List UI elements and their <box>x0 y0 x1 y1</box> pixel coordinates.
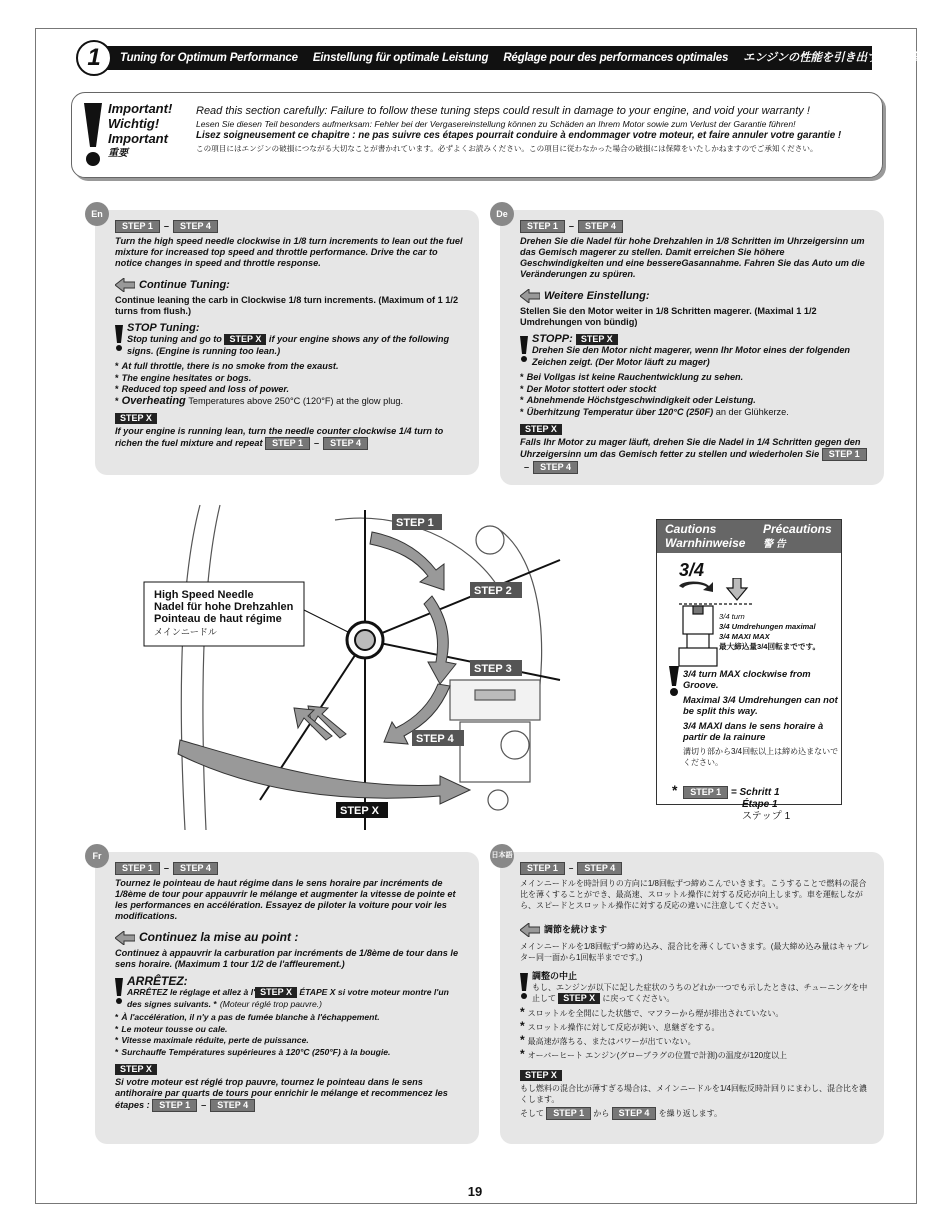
exclamation-icon <box>669 666 679 696</box>
legend-line: = Schritt 1 <box>730 787 780 798</box>
cautions-title-de: Warnhinweise <box>665 536 746 550</box>
turn-line: 3/4 turn <box>719 612 745 621</box>
stepx-badge: STEP X <box>224 334 266 345</box>
cautions-header <box>657 520 841 553</box>
turn-lines <box>719 612 820 652</box>
engine-outline-line <box>203 505 220 830</box>
arrow-left-icon <box>520 289 540 303</box>
diagram-step4-label: STEP 4 <box>416 733 454 745</box>
stepx-badge: STEP X <box>576 334 618 345</box>
sign-text: Reduced top speed and loss of power. <box>121 384 290 394</box>
cautions-box <box>656 519 842 805</box>
continue-title: Continue Tuning: <box>139 278 230 291</box>
title-en: Tuning for Optimum Performance <box>120 52 298 64</box>
fraction-label: 3/4 <box>679 560 705 580</box>
exclamation-icon <box>520 336 528 362</box>
label-jp: 重要 <box>108 148 128 159</box>
legend-line: ステップ 1 <box>742 811 791 822</box>
stop-text-b: に戻ってください。 <box>602 994 675 1003</box>
rotate-arrow-icon <box>679 582 713 593</box>
continue-title: Continuez la mise au point : <box>139 930 299 945</box>
sign-item: * À l'accélération, il n'y a pas de fumée blanche à l'échappement. <box>115 1012 380 1022</box>
arrow-left-icon <box>520 923 540 937</box>
overheat-text: Temperatures above 250°C (120°F) at the glow plug. <box>188 395 404 406</box>
stop-title: STOP Tuning: <box>127 322 200 334</box>
step1-badge: STEP 1 <box>683 786 728 799</box>
down-arrow-icon <box>727 578 747 600</box>
sign-text: スロットル操作に対して反応が鈍い、息継ぎをする。 <box>527 1023 720 1032</box>
continue-heading <box>520 289 870 303</box>
warn-line: 3/4 MAXI dans le sens horaire à partir de la rainure <box>683 720 824 742</box>
step1-badge: STEP 1 <box>520 220 565 233</box>
sign-item: * オーバーヒート エンジン(グロープラグの位置で計測)の温度が120度以上 <box>520 1047 788 1061</box>
exclamation-icon <box>115 325 123 351</box>
section-header <box>76 40 924 76</box>
arrow-left-icon <box>115 278 135 292</box>
diagram-stepx-label: STEP X <box>340 805 379 817</box>
engine-outline-line <box>181 505 200 830</box>
sign-item: * Überhitzung Temperatur über 120°C (250F) an der Glühkerze. <box>520 406 789 417</box>
sign-item: * スロットル操作に対して反応が鈍い、息継ぎをする。 <box>520 1019 720 1033</box>
reference-line <box>365 560 560 640</box>
sign-text: 最高速が落ちる、またはパワーが出ていない。 <box>527 1037 696 1046</box>
sign-item: * Der Motor stottert oder stockt <box>520 383 657 394</box>
diagram-step3-label: STEP 3 <box>474 663 512 675</box>
intro-text: メインニードルを時計回りの方向に1/8回転ずつ締めこんでいきます。こうすることで燃料の混合比を薄くすることができ、最高速、スロットル操作に対する反応が向上します。車を運転しながら、スピードとスロットル操作に対する反応の違いに注意してください。 <box>520 879 867 910</box>
diagram-step1-label: STEP 1 <box>396 517 434 529</box>
continue-heading <box>115 278 465 292</box>
step1-badge: STEP 1 <box>265 437 310 450</box>
overheat-text-c: an der Glühkerze. <box>715 406 789 417</box>
diagram-step2-label: STEP 2 <box>474 585 512 597</box>
stepx-text: もし燃料の混合比が薄すぎる場合は、メインニードルを1/4回転反時計回りにまわし、混合比を濃くします。 <box>520 1084 867 1104</box>
step1-badge: STEP 1 <box>115 862 160 875</box>
overheat-text: Temperatur über 120°C (250F) <box>582 406 714 417</box>
reference-line <box>365 640 560 680</box>
step4-badge: STEP 4 <box>173 862 218 875</box>
section-title-bar <box>98 46 924 70</box>
stepx-badge: STEP X <box>520 424 562 435</box>
step1-badge: STEP 1 <box>546 1107 591 1120</box>
sign-text: À l'accélération, il n'y a pas de fumée blanche à l'échappement. <box>121 1012 380 1022</box>
step1-badge: STEP 1 <box>520 862 565 875</box>
panel-japanese: 日本語 STEP 1 – STEP 4 メインニードルを時計回りの方向に1/8回転ずつ締めこんでいきます。こうすることで燃料の混合比を薄くすることができ、最高速、スロットル操作に対する反応が向上します。車を運転しながら、スピードとスロットル操作に対する反応の違いに注意してください。 調節を続けます メインニードルを1/8回転ずつ締め込み、混合比を薄くしていきます。(最大締め込み量はキャブレター同一面から1回転半までです。) 調整の中止 もし、エンジンが以下に記した症状のうちのどれか一つでも示したときは、チューニングを中止して STEP X に戻ってください。 * スロットルを全開にした状態で、マフラーから煙が排出されていない。 * スロットル操作に対して反応が鈍い、息継ぎをする。 * 最高速が落ちる、またはパワーが出ていない。 * オーバーヒート エンジン(グロープラグの位置で計測)の温度が120度以上 STEP X もし燃料の混合比が薄すぎる場合は、メインニードルを1/4回転反時計回りにまわし、混合比を濃くします。 そして STEP 1 から STEP 4 を繰り返します。 <box>500 852 884 1144</box>
sign-item: * Overheating Temperatures above 250°C (120°F) at the glow plug. <box>115 394 404 407</box>
stepx-badge: STEP X <box>115 413 157 424</box>
turn-line: 3/4 Umdrehungen maximal <box>719 622 816 631</box>
stepx-badge: STEP X <box>520 1070 562 1081</box>
exclamation-icon <box>520 973 528 999</box>
important-line-en: Read this section carefully: Failure to follow these tuning steps could result in damage to your engine, and void your warranty ! <box>196 105 810 117</box>
stepx-text-c: から <box>593 1109 610 1118</box>
step4-badge: STEP 4 <box>578 220 623 233</box>
step-legend: * STEP 1 = Schritt 1 Étape 1 ステップ 1 <box>672 782 791 822</box>
sign-text: スロットルを全開にした状態で、マフラーから煙が排出されていない。 <box>527 1009 784 1018</box>
stop-title: ARRÊTEZ: <box>127 974 188 988</box>
overheat-label: Überhitzung <box>526 406 581 417</box>
important-line-jp: この項目にはエンジンの破損につながる大切なことが書かれています。必ずよくお読みください。この項目に従わなかった場合の破損には保障をいたしかねますのでご承知ください。 <box>196 143 818 153</box>
continue-text: Continuez à appauvrir la carburation par incréments de 1/8ème de tour dans le sens horaire. (Maximum 1 tour 1/2 de l'affleurement.) <box>115 948 459 969</box>
stop-text-c: (Moteur réglé trop pauvre.) <box>219 998 323 1009</box>
stop-text-b: ÉTAPE X si votre moteur montre l'un des signes suivants. <box>127 987 449 1009</box>
lang-badge-en: En <box>85 202 109 226</box>
turn-arrow-icon <box>178 740 470 804</box>
sign-item: * スロットルを全開にした状態で、マフラーから煙が排出されていない。 <box>520 1005 784 1019</box>
stepx-badge: STEP X <box>255 987 297 998</box>
legend-line: Étape 1 <box>742 799 778 810</box>
warn-line: Maximal 3/4 Umdrehungen can not be split this way. <box>683 694 838 716</box>
stepx-badge: STEP X <box>115 1064 157 1075</box>
stop-block: ARRÊTEZ: ARRÊTEZ le réglage et allez à l' STEP X ÉTAPE X si votre moteur montre l'un des signes suivants. * (Moteur réglé trop pauvre.) <box>115 976 465 1010</box>
cautions-title-en: Cautions <box>665 522 717 536</box>
sign-item: * At full throttle, there is no smoke from the exaust. <box>115 361 339 371</box>
needle-label-jp: メインニードル <box>154 627 217 637</box>
sign-text: Le moteur tousse ou cale. <box>121 1023 228 1034</box>
needle-label-en: High Speed Needle <box>154 589 254 601</box>
stop-title: STOPP: <box>532 333 573 345</box>
exclamation-icon <box>82 103 104 167</box>
continue-title: 調節を続けます <box>544 924 608 935</box>
needle-label-fr: Pointeau de haut régime <box>154 613 282 625</box>
sign-item: * Reduced top speed and loss of power. <box>115 384 290 394</box>
cautions-title-fr: Précautions <box>763 522 832 536</box>
cautions-title-jp: 警 告 <box>763 539 786 550</box>
sign-item: * Le moteur tousse ou cale. <box>115 1023 228 1034</box>
stepx-text-d: を繰り返します。 <box>658 1109 723 1118</box>
carburetor-diagram <box>140 500 570 840</box>
sign-item: * Abnehmende Höchstgeschwindigkeit oder Leistung. <box>520 395 756 405</box>
turn-line: 最大締込量3/4回転までです。 <box>719 642 821 651</box>
lang-badge-de: De <box>490 202 514 226</box>
important-labels <box>108 101 172 161</box>
sign-item: * The engine hesitates or bogs. <box>115 372 252 383</box>
sign-item: * Surchauffe Températures supérieures à 120°C (250°F) à la bougie. <box>115 1046 391 1057</box>
warn-line: 溝切り部から3/4回転以上は締め込まないでください。 <box>683 747 839 767</box>
step1-badge: STEP 1 <box>115 220 160 233</box>
page-number: 19 <box>467 1184 483 1199</box>
needle-label-de: Nadel für hohe Drehzahlen <box>154 601 294 613</box>
continue-title: Weitere Einstellung: <box>544 289 650 302</box>
turn-arrow-icon <box>370 532 444 590</box>
stop-text-a: ARRÊTEZ le réglage et allez à l' <box>127 987 256 997</box>
continue-heading <box>520 923 870 937</box>
title-fr: Réglage pour des performances optimales <box>503 52 729 64</box>
overheat-label: Overheating <box>121 394 186 407</box>
step4-badge: STEP 4 <box>210 1099 255 1112</box>
turn-line: 3/4 MAXI MAX <box>719 632 770 641</box>
sign-text: At full throttle, there is no smoke from the exaust. <box>121 361 339 371</box>
continue-text: Stellen Sie den Motor weiter in 1/8 Schritten magerer. (Maximal 1 1/2 Umdrehungen von bündig) <box>520 306 817 327</box>
stepx-text: Si votre moteur est réglé trop pauvre, tournez le pointeau dans le sens antihoraire par quarts de tours pour enrichir le mélange et recommencez les étapes : <box>115 1077 448 1110</box>
intro-text: Turn the high speed needle clockwise in 1/8 turn increments to lean out the fuel mixture for increased top speed and throttle performance. Drive the car to notice changes in speed and throttle response. <box>115 236 463 268</box>
panel-french: Fr STEP 1 – STEP 4 Tournez le pointeau de haut régime dans le sens horaire par incréments de 1/8ème de tour pour appauvrir le mélange et augmenter la vitesse de pointe et les performances en accélération. Essayez de piloter la voiture pour voir les modifications. Continuez la mise au point : Continuez à appauvrir la carburation par incréments de 1/8ème de tour dans le sens horaire. (Maximum 1 tour 1/2 de l'affleurement.) ARRÊTEZ: ARRÊTEZ le réglage et allez à l' STEP X ÉTAPE X si votre moteur montre l'un des signes suivants. * (Moteur réglé trop pauvre.) * À l'accélération, il n'y a pas de fumée blanche à l'échappement. * Le moteur tousse ou cale. * Vitesse maximale réduite, perte de puissance. * Surchauffe Températures supérieures à 120°C (250°F) à la bougie. STEP X Si votre moteur est réglé trop pauvre, tournez le pointeau dans le sens antihoraire par quarts de tours pour enrichir le mélange et recommencez les étapes : STEP 1 – STEP 4 <box>95 852 479 1144</box>
stop-text-b: if your engine shows any of the following signs. (Engine is running too lean.) <box>127 334 450 356</box>
sign-text: Abnehmende Höchstgeschwindigkeit oder Leistung. <box>526 395 756 405</box>
stepx-text: Falls Ihr Motor zu mager läuft, drehen Sie die Nadel in 1/4 Schritten gegen den Uhrzeigersinn um das Gemisch fetter zu stellen und wiederholen Sie <box>520 437 861 459</box>
step4-badge: STEP 4 <box>323 437 368 450</box>
stop-text: Drehen Sie den Motor nicht magerer, wenn Ihr Motor eines der folgenden Zeichen zeigt. (Der Motor läuft zu mager) <box>532 345 851 367</box>
turn-arrow-icon <box>424 596 456 684</box>
important-line-de: Lesen Sie diesen Teil besonders aufmerksam: Fehler bei der Vergasereinstellung können zu Schäden an Ihrem Motor sowie zum Verlust der Garantie führen! <box>196 118 796 129</box>
exclamation-icon <box>115 978 123 1004</box>
important-box <box>71 92 883 178</box>
continue-text: メインニードルを1/8回転ずつ締め込み、混合比を薄くしていきます。(最大締め込み量はキャブレター同一面から1回転半までです。) <box>520 942 870 962</box>
intro-text: Drehen Sie die Nadel für hohe Drehzahlen in 1/8 Schritten im Uhrzeigersinn um das Gemisch magerer zu stellen. Damit erreichen Sie höhere Geschwindigkeiten und eine bessereGasannahme. Fahren Sie das Auto um die Veränderungen zu spüren. <box>520 236 865 279</box>
stepx-badge: STEP X <box>558 993 600 1004</box>
sign-text: The engine hesitates or bogs. <box>121 372 252 383</box>
warn-lines <box>683 668 839 768</box>
stop-block <box>115 323 465 357</box>
step4-badge: STEP 4 <box>533 461 578 474</box>
stepx-text-b: そして <box>520 1109 544 1118</box>
section-number: 1 <box>76 40 112 76</box>
stop-title: 調整の中止 <box>532 971 578 981</box>
label-fr: Important <box>108 131 168 146</box>
intro-text: Tournez le pointeau de haut régime dans le sens horaire par incréments de 1/8ème de tour pour appauvrir le mélange et augmenter la vitesse de pointe et les performances en accélération. Essayez de piloter la voiture pour voir les modifications. <box>115 878 456 921</box>
panel-german: De STEP 1 – STEP 4 Drehen Sie die Nadel für hohe Drehzahlen in 1/8 Schritten im Uhrzeigersinn um das Gemisch magerer zu stellen. Damit erreichen Sie höhere Geschwindigkeiten und eine bessereGasannahme. Fahren Sie das Auto um die Veränderungen zu spüren. Weitere Einstellung: Stellen Sie den Motor weiter in 1/8 Schritten magerer. (Maximal 1 1/2 Umdrehungen von bündig) STOPP: STEP X Drehen Sie den Motor nicht magerer, wenn Ihr Motor eines der folgenden Zeichen zeigt. (Der Motor läuft zu mager) * Bei Vollgas ist keine Rauchentwicklung zu sehen. * Der Motor stottert oder stockt * Abnehmende Höchstgeschwindigkeit oder Leistung. * Überhitzung Temperatur über 120°C (250F) an der Glühkerze. STEP X Falls Ihr Motor zu mager läuft, drehen Sie die Nadel in 1/4 Schritten gegen den Uhrzeigersinn um das Gemisch fetter zu stellen und wiederholen Sie STEP 1– STEP 4 <box>500 210 884 485</box>
sign-text: Surchauffe Températures supérieures à 120°C (250°F) à la bougie. <box>121 1046 391 1057</box>
sign-text: オーバーヒート エンジン(グロープラグの位置で計測)の温度が120度以上 <box>527 1051 788 1060</box>
important-line-fr: Lisez soigneusement ce chapitre : ne pas suivre ces étapes pourrait conduire à endommager votre moteur, et faire annuler votre garantie ! <box>196 130 842 141</box>
step4-badge: STEP 4 <box>612 1107 657 1120</box>
sign-item: * Bei Vollgas ist keine Rauchentwicklung zu sehen. <box>520 372 744 382</box>
warn-line: 3/4 turn MAX clockwise from Groove. <box>683 668 811 690</box>
title-jp: エンジンの性能を引き出す為の調節 <box>743 52 924 64</box>
label-de: Wichtig! <box>108 116 160 131</box>
sign-text: Der Motor stottert oder stockt <box>526 383 657 394</box>
step1-badge: STEP 1 <box>822 448 867 461</box>
stop-text-a: もし、エンジンが以下に記した症状のうちのどれか一つでも示したときは、チューニングを中止して <box>532 983 868 1003</box>
sign-item: * Vitesse maximale réduite, perte de puissance. <box>115 1035 309 1045</box>
sign-item: * 最高速が落ちる、またはパワーが出ていない。 <box>520 1033 696 1047</box>
lang-badge-jp: 日本語 <box>490 844 514 868</box>
lang-badge-fr: Fr <box>85 844 109 868</box>
step4-badge: STEP 4 <box>577 862 622 875</box>
step4-badge: STEP 4 <box>173 220 218 233</box>
stop-text-a: Stop tuning and go to <box>127 334 222 344</box>
important-text <box>196 105 880 155</box>
title-de: Einstellung für optimale Leistung <box>312 52 489 64</box>
stop-block <box>520 971 870 1004</box>
sign-text: Vitesse maximale réduite, perte de puissance. <box>121 1035 309 1045</box>
stop-block <box>520 334 870 368</box>
continue-text: Continue leaning the carb in Clockwise 1/8 turn increments. (Maximum of 1 1/2 turns from flush.) <box>115 295 459 316</box>
continue-heading <box>115 931 465 945</box>
arrow-left-icon <box>115 931 135 945</box>
label-en: Important! <box>108 101 173 116</box>
panel-english: En STEP 1 – STEP 4 Turn the high speed needle clockwise in 1/8 turn increments to lean out the fuel mixture for increased top speed and throttle performance. Drive the car to notice changes in speed and throttle response. Continue Tuning: Continue leaning the carb in Clockwise 1/8 turn increments. (Maximum of 1 1/2 turns from flush.) STOP Tuning: Stop tuning and go to STEP X if your engine shows any of the following signs. (Engine is running too lean.) * At full throttle, there is no smoke from the exaust. * The engine hesitates or bogs. * Reduced top speed and loss of power. * Overheating Temperatures above 250°C (120°F) at the glow plug. STEP X If your engine is running lean, turn the needle counter clockwise 1/4 turn to richen the fuel mixture and repeat STEP 1 – STEP 4 <box>95 210 479 475</box>
sign-text: Bei Vollgas ist keine Rauchentwicklung zu sehen. <box>526 372 744 382</box>
step1-badge: STEP 1 <box>152 1099 197 1112</box>
stepx-text: If your engine is running lean, turn the needle counter clockwise 1/4 turn to richen the fuel mixture and repeat <box>115 426 444 448</box>
